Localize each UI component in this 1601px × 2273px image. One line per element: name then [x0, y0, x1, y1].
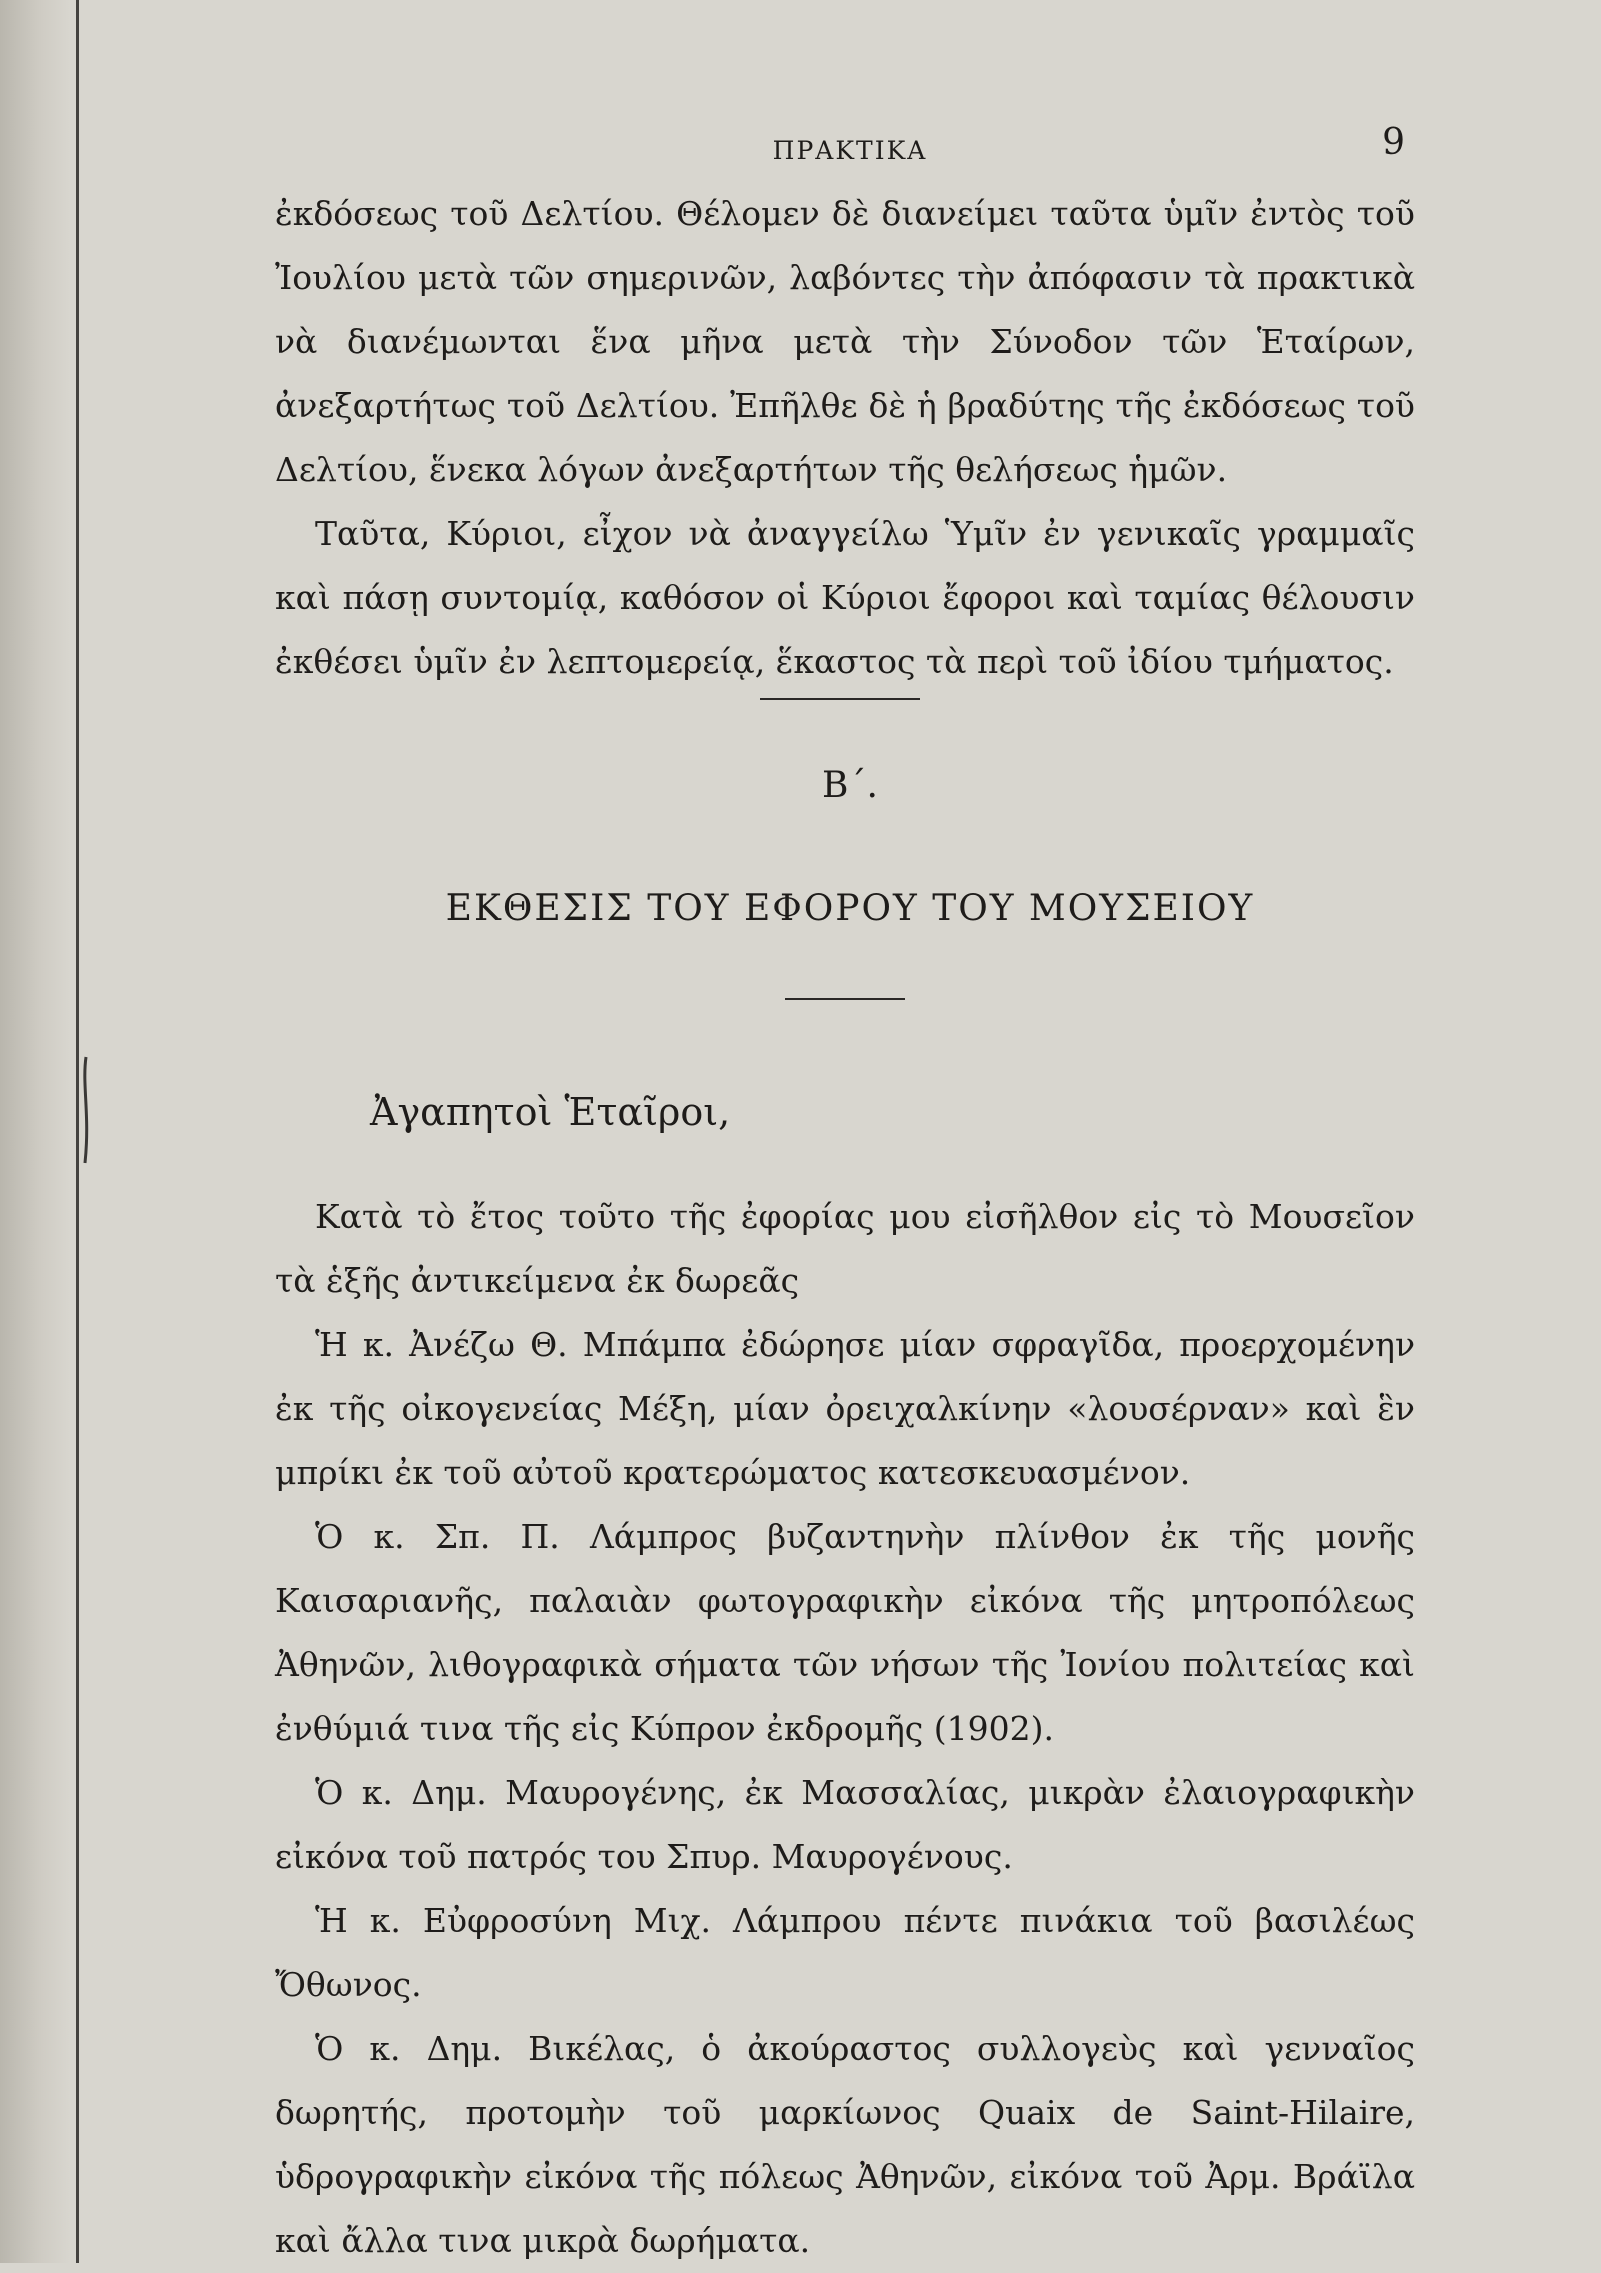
page-number: 9	[1382, 122, 1405, 163]
margin-pencil-mark	[80, 1055, 92, 1165]
section-divider-top	[760, 698, 920, 700]
paragraph-donation-vikelas: Ὁ κ. Δημ. Βικέλας, ὁ ἀκούραστος συλλογεὺς καὶ γενναῖος δωρητής, προτομὴν τοῦ μαρκίωνος Quaix de Saint-Hilaire, ὑδρογραφικὴν εἰκόνα τῆς πόλεως Ἀθηνῶν, εἰκόνα τοῦ Ἀρμ. Βράϊλα καὶ ἄλλα τινα μικρὰ δωρήματα.	[275, 2029, 1415, 2260]
paragraph-donation-lampros: Ὁ κ. Σπ. Π. Λάμπρος βυζαντηνὴν πλίνθον ἐκ τῆς μονῆς Καισαριανῆς, παλαιὰν φωτογραφικὴν εἰκόνα τῆς μητροπόλεως Ἀθηνῶν, λιθογραφικὰ σήματα τῶν νήσων τῆς Ἰονίου πολιτείας καὶ ἐνθύμιά τινα τῆς εἰς Κύπρον ἐκδρομῆς (1902).	[275, 1517, 1415, 1748]
paragraph-intro-donations: Κατὰ τὸ ἔτος τοῦτο τῆς ἐφορίας μου εἰσῆλθον εἰς τὸ Μουσεῖον τὰ ἑξῆς ἀντικείμενα ἐκ δωρεᾶς	[275, 1197, 1415, 1300]
section-title: ΕΚΘΕΣΙΣ ΤΟΥ ΕΦΟΡΟΥ ΤΟΥ ΜΟΥΣΕΙΟΥ	[445, 888, 1255, 929]
running-head	[275, 122, 1425, 172]
paragraph-closing-remarks: Ταῦτα, Κύριοι, εἶχον νὰ ἀναγγείλω Ὑμῖν ἐν γενικαῖς γραμμαῖς καὶ πάσῃ συντομίᾳ, καθόσον οἱ Κύριοι ἔφοροι καὶ ταμίας θέλουσιν ἐκθέσει ὑμῖν ἐν λεπτομερείᾳ, ἕκαστος τὰ περὶ τοῦ ἰδίου τμήματος.	[275, 514, 1415, 681]
book-page	[275, 100, 1425, 2260]
binding-edge-line	[76, 0, 79, 2263]
paragraph-donation-mavrogenis: Ὁ κ. Δημ. Μαυρογένης, ἐκ Μασσαλίας, μικρὰν ἐλαιογραφικὴν εἰκόνα τοῦ πατρός του Σπυρ. Μαυρογένους.	[275, 1773, 1415, 1876]
salutation: Ἀγαπητοὶ Ἑταῖροι,	[370, 1090, 731, 1134]
binding-gutter	[0, 0, 70, 2263]
section-number: Β΄.	[822, 765, 878, 806]
paragraph-donation-lamprou: Ἡ κ. Εὐφροσύνη Μιχ. Λάμπρου πέντε πινάκια τοῦ βασιλέως Ὄθωνος.	[275, 1901, 1415, 2004]
paragraph-donation-mpampa: Ἡ κ. Ἀνέζω Θ. Μπάμπα ἐδώρησε μίαν σφραγῖδα, προερχομένην ἐκ τῆς οἰκογενείας Μέξη, μίαν ὀρειχαλκίνην «λουσέρναν» καὶ ἓν μπρίκι ἐκ τοῦ αὐτοῦ κρατερώματος κατεσκευασμένον.	[275, 1325, 1415, 1492]
running-title: ΠΡΑΚΤΙΚΑ	[772, 136, 928, 165]
section-divider-bottom	[785, 998, 905, 1000]
paragraph-continuation: ἐκδόσεως τοῦ Δελτίου. Θέλομεν δὲ διανείμει ταῦτα ὑμῖν ἐντὸς τοῦ Ἰουλίου μετὰ τῶν σημερινῶν, λαβόντες τὴν ἀπόφασιν τὰ πρακτικὰ νὰ διανέμωνται ἕνα μῆνα μετὰ τὴν Σύνοδον τῶν Ἑταίρων, ἀνεξαρτήτως τοῦ Δελτίου. Ἐπῆλθε δὲ ἡ βραδύτης τῆς ἐκδόσεως τοῦ Δελτίου, ἕνεκα λόγων ἀνεξαρτήτων τῆς θελήσεως ἡμῶν.	[275, 194, 1415, 489]
